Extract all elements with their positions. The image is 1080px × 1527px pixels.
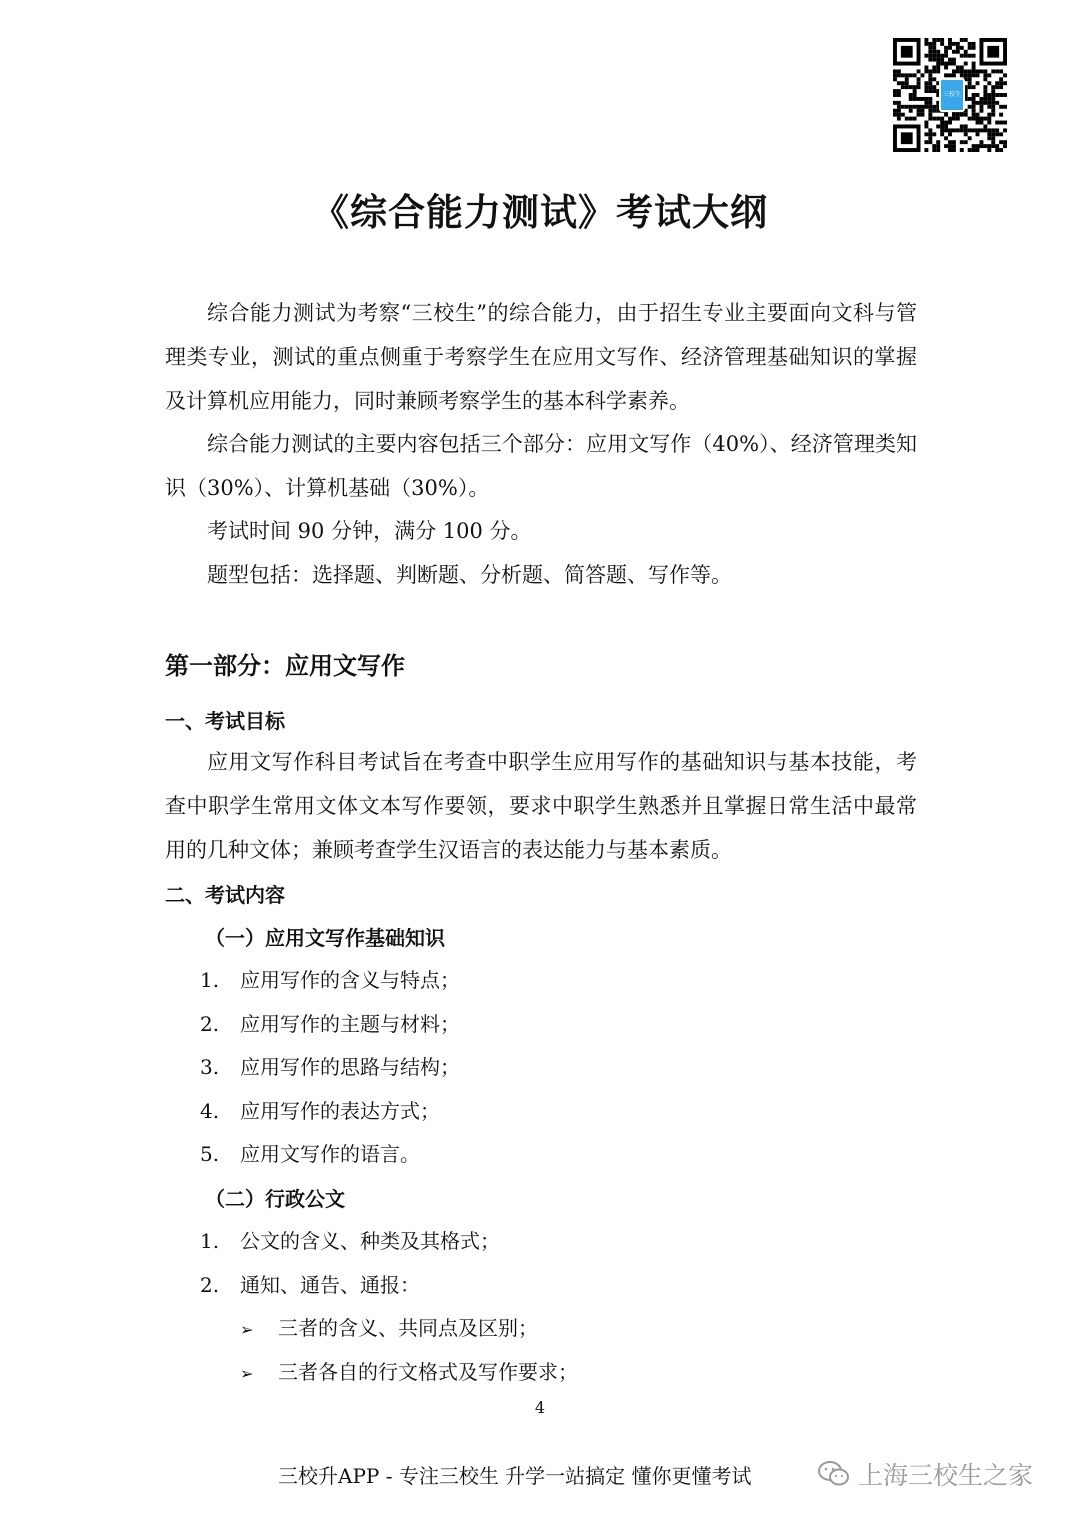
page-title: 《综合能力测试》考试大纲 xyxy=(312,191,768,234)
list-item: 3. 应用写作的思路与结构； xyxy=(200,1055,460,1079)
goal-paragraph: 应用文写作科目考试旨在考查中职学生应用写作的基础知识与基本技能，考查中职学生常用文体文本写作要领，要求中职学生熟悉并且掌握日常生活中最常用的几种文体；兼顾考查学生汉语言的表达能力与基本素质。 xyxy=(165,750,917,862)
wechat-watermark xyxy=(818,1456,1033,1492)
intro-paragraph-1: 综合能力测试为考察“三校生”的综合能力，由于招生专业主要面向文科与管理类专业，测试的重点侧重于考察学生在应用文写作、经济管理基础知识的掌握及计算机应用能力，同时兼顾考察学生的基本科学素养。 xyxy=(165,301,917,413)
intro-paragraph-4: 题型包括：选择题、判断题、分析题、简答题、写作等。 xyxy=(207,563,732,587)
qr-app-badge: 三校生 xyxy=(939,78,965,112)
footer-slogan: 三校升APP - 专注三校生 升学一站搞定 懂你更懂考试 xyxy=(278,1464,752,1488)
list-item: 5. 应用文写作的语言。 xyxy=(200,1142,420,1166)
arrow-bullet-icon: ➢ xyxy=(240,1320,254,1339)
page-number: 4 xyxy=(534,1398,546,1417)
intro-paragraph-2: 综合能力测试的主要内容包括三个部分：应用文写作（40%）、经济管理类知识（30%）、计算机基础（30%）。 xyxy=(165,432,917,500)
list-item: 4. 应用写作的表达方式； xyxy=(200,1099,440,1123)
part1-heading: 第一部分：应用文写作 xyxy=(165,652,405,680)
sub2-heading: （二）行政公文 xyxy=(205,1187,345,1211)
list-item: 2. 通知、通告、通报： xyxy=(200,1273,420,1297)
watermark-text: 上海三校生之家 xyxy=(858,1461,1034,1490)
intro-paragraph-3: 考试时间 90 分钟，满分 100 分。 xyxy=(207,519,532,543)
arrow-bullet-icon: ➢ xyxy=(240,1364,254,1383)
list-item: 1. 公文的含义、种类及其格式； xyxy=(200,1229,500,1253)
list-item: 2. 应用写作的主题与材料； xyxy=(200,1012,460,1036)
sub1-heading: （一）应用文写作基础知识 xyxy=(205,926,445,950)
goal-heading: 一、考试目标 xyxy=(165,709,285,733)
bullet-item: ➢ 三者的含义、共同点及区别； xyxy=(240,1314,538,1344)
list-item: 1. 应用写作的含义与特点； xyxy=(200,968,460,992)
content-heading: 二、考试内容 xyxy=(165,883,285,907)
bullet-item: ➢ 三者各自的行文格式及写作要求； xyxy=(240,1358,578,1388)
qr-code xyxy=(893,38,1007,152)
wechat-icon xyxy=(818,1460,850,1488)
